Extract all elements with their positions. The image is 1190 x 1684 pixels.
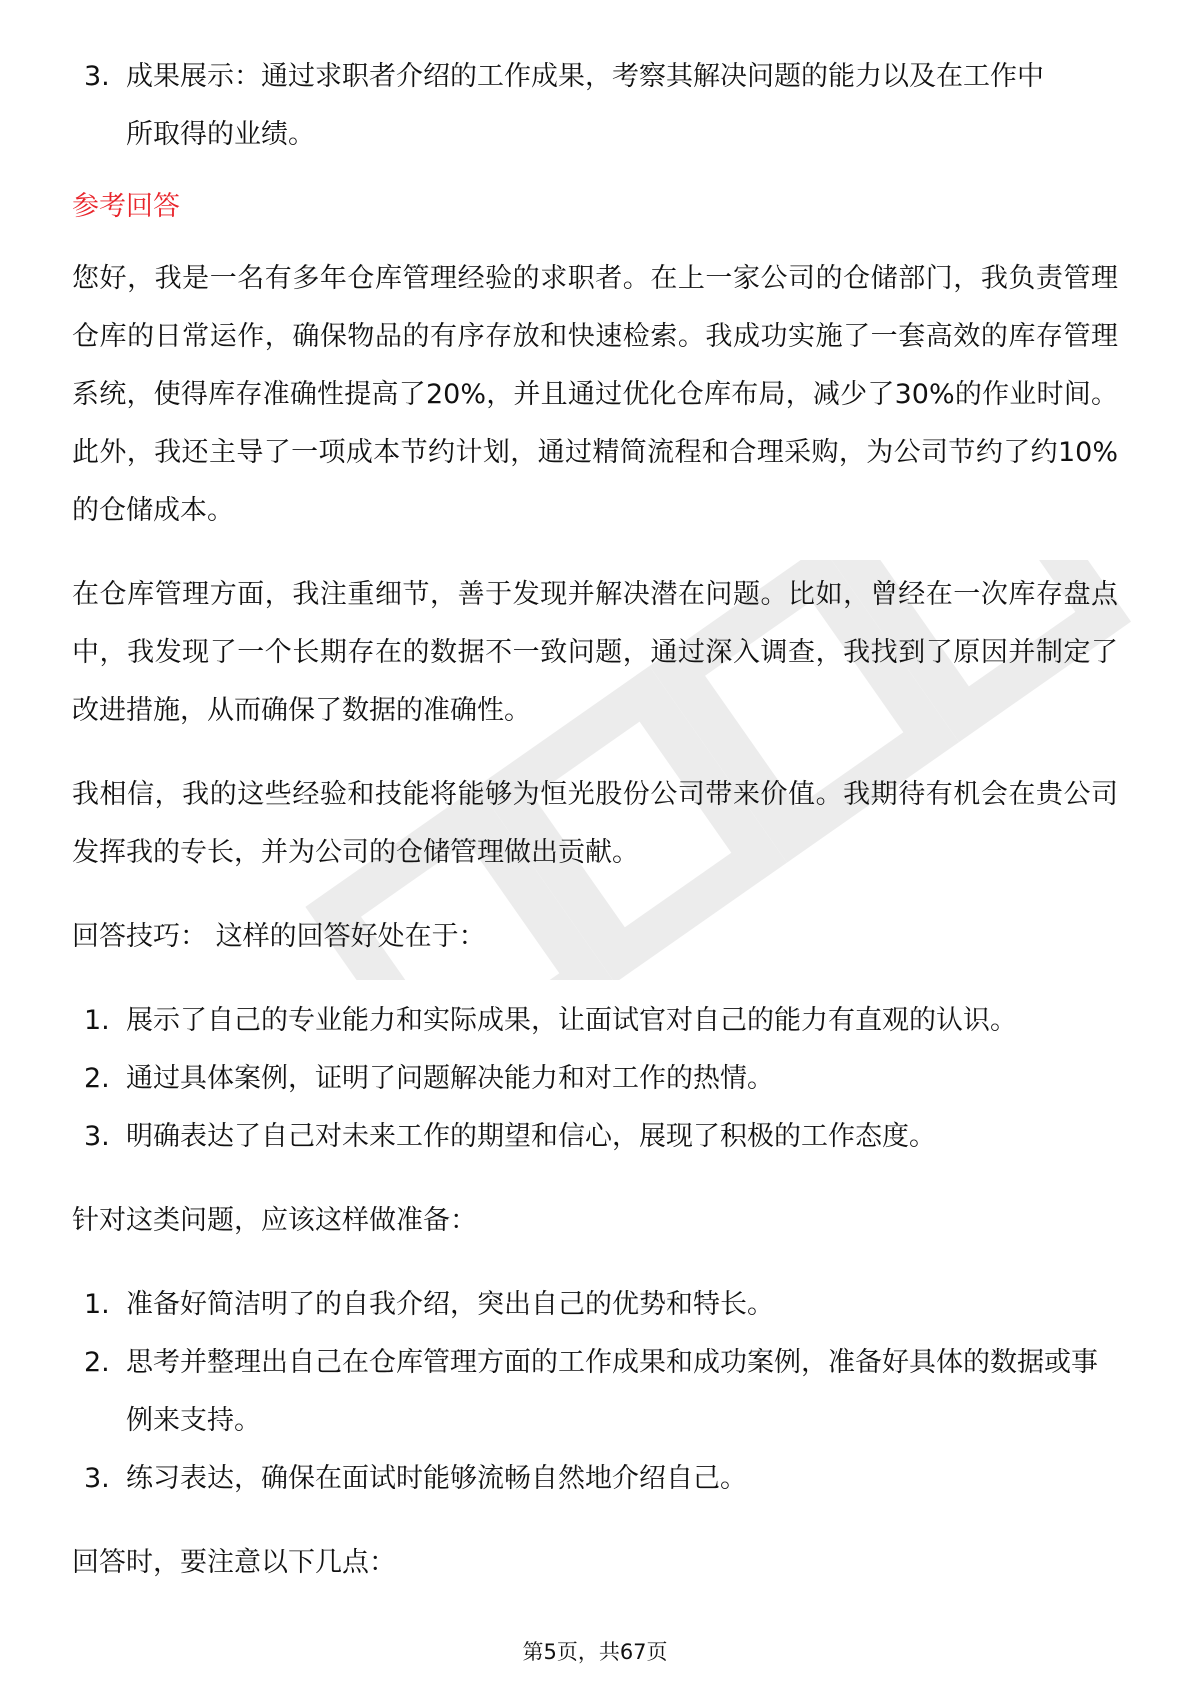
list-item: [72, 1050, 1118, 1108]
answer-paragraph-3: 我相信，我的这些经验和技能将能够为恒光股份公司带来价值。我期待有机会在贵公司发挥我的专长，并为公司的仓储管理做出贡献。: [72, 779, 1118, 868]
list-item: [72, 1334, 1118, 1450]
list-number: 1.: [84, 1005, 110, 1036]
list-number: 2.: [84, 1063, 110, 1094]
list-item-text-line2: 所取得的业绩。: [126, 119, 315, 150]
list-item: [72, 1450, 1118, 1508]
reference-answer-heading: 参考回答: [72, 191, 180, 222]
list-item-text-line1: 成果展示：通过求职者介绍的工作成果，考察其解决问题的能力以及在工作中: [126, 61, 1044, 92]
document-content: [72, 48, 1118, 1592]
answer-paragraph-1: 您好，我是一名有多年仓库管理经验的求职者。在上一家公司的仓储部门，我负责管理仓库的日常运作，确保物品的有序存放和快速检索。我成功实施了一套高效的库存管理系统，使得库存准确性提高了20%，并且通过优化仓库布局，减少了30%的作业时间。此外，我还主导了一项成本节约计划，通过精简流程和合理采购，为公司节约了约10%的仓储成本。: [72, 263, 1118, 526]
answer-paragraph-2: 在仓库管理方面，我注重细节，善于发现并解决潜在问题。比如，曾经在一次库存盘点中，我发现了一个长期存在的数据不一致问题，通过深入调查，我找到了原因并制定了改进措施，从而确保了数据的准确性。: [72, 579, 1118, 726]
list-item: [72, 1108, 1118, 1166]
notes-heading: 回答时，要注意以下几点：: [72, 1547, 396, 1578]
prep-heading: 针对这类问题，应该这样做准备：: [72, 1205, 477, 1236]
page-number-footer: 第5页，共67页: [522, 1640, 668, 1664]
list-number: 3.: [84, 1121, 110, 1152]
list-item: [72, 992, 1118, 1050]
list-item-text: 准备好简洁明了的自我介绍，突出自己的优势和特长。: [126, 1289, 774, 1320]
list-number: 1.: [84, 1289, 110, 1320]
list-number: 3.: [84, 1463, 110, 1494]
list-item-text: 思考并整理出自己在仓库管理方面的工作成果和成功案例，准备好具体的数据或事例来支持。: [126, 1347, 1098, 1436]
list-number: 2.: [84, 1347, 110, 1378]
list-item-text: 展示了自己的专业能力和实际成果，让面试官对自己的能力有直观的认识。: [126, 1005, 1017, 1036]
list-item-result-display: [72, 48, 1118, 164]
list-item-text: 明确表达了自己对未来工作的期望和信心，展现了积极的工作态度。: [126, 1121, 936, 1152]
list-item-text: 练习表达，确保在面试时能够流畅自然地介绍自己。: [126, 1463, 747, 1494]
list-number: 3.: [84, 61, 110, 92]
list-item-text: 通过具体案例，证明了问题解决能力和对工作的热情。: [126, 1063, 774, 1094]
tips-heading: 回答技巧： 这样的回答好处在于：: [72, 921, 486, 952]
list-item: [72, 1276, 1118, 1334]
